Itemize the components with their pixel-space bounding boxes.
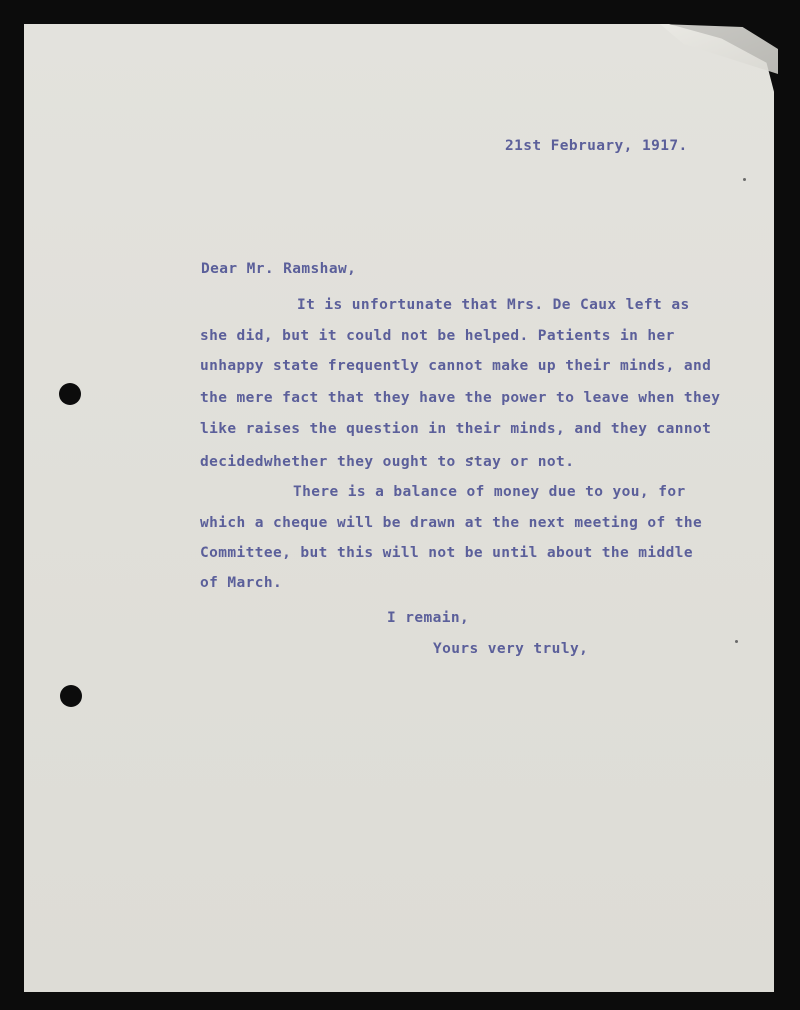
body-line: like raises the question in their minds, and they cannot: [200, 421, 712, 437]
paper-speck: [743, 178, 746, 181]
paper-sheet: [24, 24, 774, 992]
body-line: Committee, but this will not be until about the middle: [200, 545, 694, 561]
body-line: There is a balance of money due to you, for: [293, 484, 686, 500]
paper-speck: [735, 640, 738, 643]
closing-remain: I remain,: [387, 610, 470, 626]
body-line: decidedwhether they ought to stay or not.: [200, 454, 575, 470]
punch-hole: [60, 685, 82, 707]
body-line: the mere fact that they have the power to leave when they: [200, 390, 721, 406]
letter-date: 21st February, 1917.: [505, 138, 688, 154]
body-line: she did, but it could not be helped. Patients in her: [200, 328, 675, 344]
body-line: of March.: [200, 575, 283, 591]
body-line: It is unfortunate that Mrs. De Caux left as: [297, 297, 690, 313]
closing-valediction: Yours very truly,: [433, 641, 589, 657]
body-line: which a cheque will be drawn at the next meeting of the: [200, 515, 703, 531]
punch-hole: [59, 383, 81, 405]
body-line: unhappy state frequently cannot make up their minds, and: [200, 358, 712, 374]
salutation: Dear Mr. Ramshaw,: [201, 261, 357, 277]
